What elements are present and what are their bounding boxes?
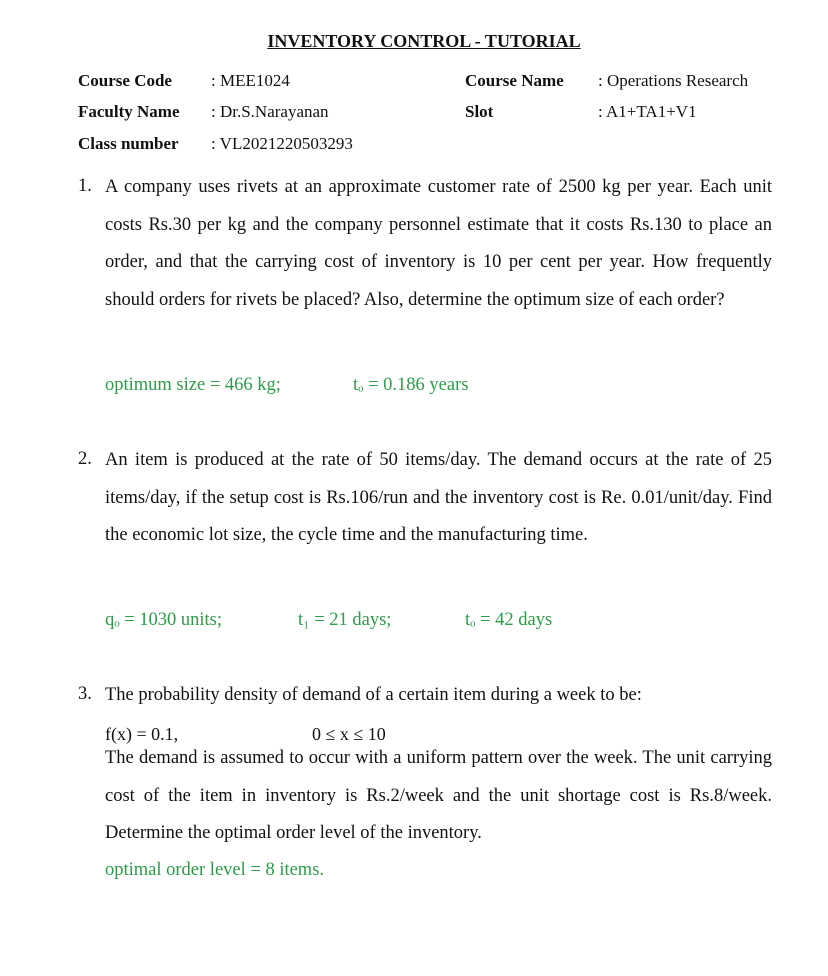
question-2-answer-2: t₁ = 21 days; (298, 610, 392, 630)
faculty-name-value: : Dr.S.Narayanan (211, 102, 329, 121)
class-number-label: Class number (78, 134, 179, 153)
course-name-row (465, 71, 805, 91)
course-name-label: Course Name (465, 71, 564, 90)
faculty-name-label: Faculty Name (78, 102, 180, 121)
course-code-value: : MEE1024 (211, 71, 290, 90)
course-code-row (78, 71, 438, 91)
question-3-continued (78, 740, 772, 853)
question-1-text: A company uses rivets at an approximate customer rate of 2500 kg per year. Each unit costs Rs.30 per kg and the company personnel estimate that it costs Rs.130 to place an order, and that the carrying cost of inventory is 10 per cent per year. How frequently should orders for rivets be placed? Also, determine the optimum size of each order? (105, 177, 772, 310)
question-1-answer-2: tₒ = 0.186 years (353, 375, 469, 395)
question-2-number: 2. (78, 449, 92, 469)
course-code-label: Course Code (78, 71, 172, 90)
faculty-name-row (78, 102, 438, 122)
question-3-density-range: 0 ≤ x ≤ 10 (312, 724, 386, 744)
question-3-text: The probability density of demand of a certain item during a week to be: (105, 685, 642, 705)
question-3 (78, 677, 772, 715)
slot-label: Slot (465, 102, 494, 121)
question-1-number: 1. (78, 176, 92, 196)
class-number-value: : VL2021220503293 (211, 134, 353, 153)
question-2-answer-1: qₒ = 1030 units; (105, 610, 223, 630)
question-3-number: 3. (78, 684, 92, 704)
question-1 (78, 169, 772, 319)
question-3-text-2: The demand is assumed to occur with a uniform pattern over the week. The unit carrying cost of the item in inventory is Rs.2/week and the unit shortage cost is Rs.8/week. Determine the optimal order level of the inventory. (105, 748, 772, 843)
slot-value: : A1+TA1+V1 (598, 102, 697, 121)
question-3-answer-1: optimal order level = 8 items. (105, 860, 325, 880)
course-name-value: : Operations Research (598, 71, 749, 90)
question-2-answer-3: tₒ = 42 days (465, 610, 553, 630)
class-number-row (78, 134, 438, 154)
page-title: INVENTORY CONTROL - TUTORIAL (267, 31, 581, 51)
question-3-density-function: f(x) = 0.1, (105, 724, 179, 744)
question-2 (78, 442, 772, 555)
question-1-answer-1: optimum size = 466 kg; (105, 375, 281, 395)
slot-row (465, 102, 805, 122)
question-2-text: An item is produced at the rate of 50 items/day. The demand occurs at the rate of 25 items/day, if the setup cost is Rs.106/run and the inventory cost is Re. 0.01/unit/day. Find the economic lot size, the cycle time and the manufacturing time. (105, 450, 772, 545)
